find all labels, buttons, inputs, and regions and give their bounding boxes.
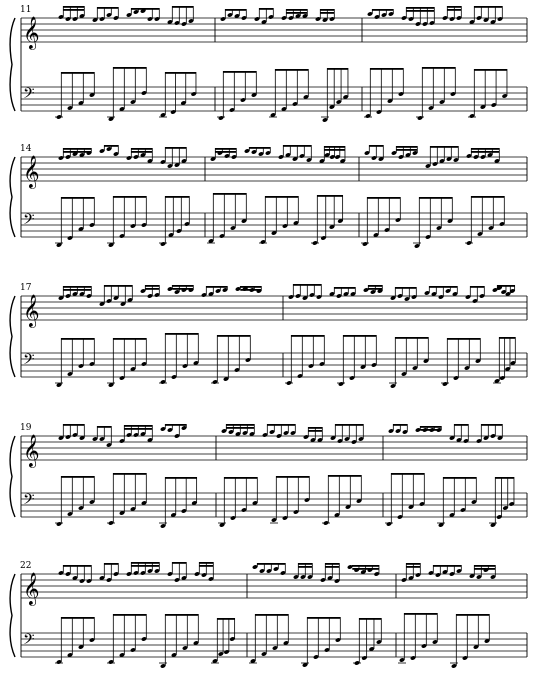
beam (63, 148, 91, 150)
note-group (58, 148, 92, 161)
measure-number: 17 (20, 283, 32, 293)
beam (474, 6, 502, 8)
note-group (107, 196, 147, 248)
beam (145, 285, 159, 287)
note-group (254, 8, 274, 25)
treble-staff (21, 155, 527, 189)
beam (165, 477, 196, 479)
treble-clef-icon: 𝄞 (23, 155, 40, 188)
note-group (390, 287, 417, 302)
beam (471, 151, 499, 153)
beam (275, 69, 308, 71)
beam (267, 424, 295, 426)
note-group (167, 285, 194, 295)
beam (217, 335, 250, 337)
beam (406, 563, 420, 565)
note-group (424, 286, 458, 300)
beam (474, 568, 495, 570)
beam (61, 476, 94, 478)
beam (215, 151, 236, 153)
beam (131, 8, 159, 10)
beam (226, 424, 254, 426)
beam (124, 425, 152, 427)
note-group (466, 148, 500, 164)
treble-staff (21, 294, 527, 328)
beam (420, 426, 441, 428)
beam (470, 286, 484, 288)
bass-clef-icon: 𝄢 (23, 85, 35, 106)
note-group (353, 618, 382, 666)
measure-number: 14 (20, 144, 32, 154)
beam (63, 151, 91, 153)
beam (499, 337, 515, 339)
beam (317, 195, 342, 197)
beam (298, 563, 312, 565)
beam (63, 424, 84, 426)
beam (286, 9, 307, 11)
note-group (363, 285, 383, 295)
note-group (441, 338, 481, 387)
beam (352, 565, 379, 567)
note-group (303, 427, 323, 443)
beam (61, 72, 94, 74)
beam (335, 424, 363, 426)
beam (308, 427, 322, 429)
beam (259, 8, 273, 10)
beam (395, 287, 416, 289)
note-group (259, 196, 299, 245)
bass-clef-icon: 𝄢 (23, 631, 35, 652)
note-group (194, 562, 214, 582)
note-group (58, 286, 92, 301)
note-group (220, 9, 247, 22)
note-group (311, 195, 343, 246)
beam (63, 565, 91, 567)
note-group (159, 477, 197, 529)
beam (165, 333, 198, 335)
beam (393, 424, 407, 426)
bass-staff (21, 491, 527, 517)
beam (217, 618, 234, 620)
note-group (469, 6, 503, 25)
note-group (167, 6, 194, 27)
beam (307, 617, 340, 619)
note-group (285, 335, 325, 386)
beam (199, 565, 213, 567)
note-group (288, 284, 322, 301)
beam (113, 196, 146, 198)
beam (368, 285, 382, 287)
beam (257, 563, 285, 565)
beam (104, 563, 118, 565)
note-group (160, 147, 187, 169)
note-group (55, 72, 95, 120)
beam (372, 9, 393, 11)
beam (240, 289, 261, 291)
beam (131, 562, 159, 564)
treble-clef-icon: 𝄞 (23, 434, 40, 467)
beam (471, 196, 504, 198)
beam (113, 614, 146, 616)
beam (369, 145, 383, 147)
beam (172, 285, 193, 287)
note-group (140, 285, 160, 299)
beam (433, 565, 461, 567)
beam (293, 284, 321, 286)
beam (391, 473, 424, 475)
note-group (58, 6, 85, 22)
beam (359, 618, 381, 620)
beam (320, 9, 334, 11)
note-group (244, 147, 271, 157)
brace-icon (10, 157, 15, 237)
beam (422, 67, 455, 69)
beam (367, 197, 400, 199)
beam (225, 9, 246, 11)
note-group (278, 145, 312, 163)
note-group (315, 9, 335, 23)
note-group (55, 338, 95, 388)
beam (172, 288, 193, 290)
note-group (119, 425, 153, 444)
beam (104, 285, 132, 287)
note-group (159, 614, 199, 669)
treble-staff (21, 572, 527, 606)
bass-staff (21, 631, 527, 657)
note-group (492, 285, 516, 297)
beam (419, 197, 452, 199)
note-group (217, 71, 257, 121)
note-group (319, 146, 346, 164)
beam (113, 67, 146, 69)
beam (276, 476, 309, 478)
beam (327, 68, 348, 70)
beam (343, 335, 376, 337)
beam (97, 7, 118, 9)
treble-clef-icon: 𝄞 (23, 572, 40, 605)
note-group (262, 424, 296, 439)
note-group (415, 426, 442, 433)
beam (471, 148, 499, 150)
beam (283, 145, 311, 147)
beam (324, 146, 345, 148)
beam (406, 566, 420, 568)
bass-clef-icon: 𝄢 (23, 351, 35, 372)
beam (395, 337, 428, 339)
beam (249, 147, 270, 149)
note-group (388, 424, 408, 435)
beam (406, 10, 434, 12)
note-group (167, 562, 187, 583)
beam (165, 72, 196, 74)
note-group (126, 8, 160, 22)
beam (286, 12, 307, 14)
beam (430, 146, 458, 148)
note-group (364, 145, 384, 162)
beam (165, 196, 189, 198)
note-group (126, 148, 153, 164)
system-4 (10, 423, 527, 529)
beam (291, 335, 324, 337)
beam (172, 6, 193, 8)
note-group (437, 477, 477, 528)
beam (63, 289, 91, 291)
beam (474, 69, 507, 71)
beam (63, 9, 84, 11)
note-group (207, 193, 247, 244)
beam (113, 473, 146, 475)
note-group (281, 9, 308, 21)
note-group (391, 146, 418, 160)
note-group (322, 475, 362, 526)
beam (61, 617, 94, 619)
beam (429, 286, 457, 288)
beam (325, 566, 339, 568)
note-group (320, 563, 340, 584)
beam (370, 68, 403, 70)
beam (404, 613, 437, 615)
beam (481, 424, 502, 426)
note-group (361, 197, 401, 247)
beam (474, 565, 495, 567)
note-group (55, 476, 95, 527)
beam (131, 151, 152, 153)
brace-icon (10, 436, 15, 517)
note-group (398, 613, 438, 663)
beam (61, 197, 94, 199)
note-group (270, 476, 310, 523)
note-group (301, 617, 341, 668)
beam (308, 430, 322, 432)
beam (63, 6, 84, 8)
note-group (321, 68, 349, 123)
beam (61, 338, 94, 340)
bass-staff (21, 351, 527, 377)
note-group (385, 473, 425, 527)
beam (497, 285, 514, 287)
note-group (55, 617, 95, 665)
system-5 (10, 561, 527, 669)
beam (420, 429, 441, 431)
note-group (489, 477, 515, 528)
bass-clef-icon: 𝄢 (23, 491, 35, 512)
beam (104, 145, 118, 147)
beam (447, 338, 480, 340)
beam (396, 149, 417, 151)
note-group (413, 197, 453, 249)
beam (224, 477, 257, 479)
measure-number: 22 (20, 561, 32, 571)
beam (325, 563, 339, 565)
beam (324, 149, 345, 151)
beam (131, 565, 159, 567)
measure-number: 11 (20, 5, 32, 15)
note-group (293, 563, 313, 580)
note-group (337, 335, 377, 387)
bass-clef-icon: 𝄢 (23, 211, 35, 232)
note-group (126, 562, 160, 577)
beam (165, 424, 186, 426)
beam (131, 148, 152, 150)
note-group (428, 565, 462, 578)
note-group (416, 67, 456, 121)
note-group (58, 424, 85, 441)
measure-number: 19 (20, 423, 32, 433)
note-group (92, 426, 112, 448)
beam (265, 196, 298, 198)
note-group (218, 477, 258, 528)
note-group (465, 286, 485, 304)
beam (226, 427, 254, 429)
bass-staff (21, 85, 527, 111)
beam (165, 614, 198, 616)
treble-clef-icon: 𝄞 (23, 294, 40, 327)
note-group (329, 287, 356, 299)
beam (240, 286, 261, 288)
note-group (107, 338, 147, 388)
beam (328, 475, 361, 477)
beam (97, 426, 111, 428)
note-group (469, 565, 496, 580)
beam (443, 477, 476, 479)
note-group (160, 424, 187, 439)
brace-icon (10, 296, 15, 377)
beam (113, 338, 146, 340)
beam (447, 9, 461, 11)
beam (334, 287, 355, 289)
note-group (465, 196, 505, 246)
beam (454, 424, 468, 426)
beam (447, 6, 461, 8)
note-group (442, 6, 462, 22)
beam (206, 286, 227, 288)
beam (63, 286, 91, 288)
beam (165, 147, 186, 149)
beam (320, 12, 334, 14)
system-1 (10, 5, 527, 123)
beam (172, 562, 186, 564)
beam (223, 71, 256, 73)
beam (145, 288, 159, 290)
beam (396, 146, 417, 148)
note-group (476, 424, 503, 444)
note-group (347, 564, 380, 576)
note-group (92, 7, 119, 23)
treble-clef-icon: 𝄞 (23, 16, 40, 49)
beam (199, 562, 213, 564)
beam (255, 614, 288, 616)
beam (406, 7, 434, 9)
beam (456, 614, 489, 616)
note-group (55, 197, 95, 248)
note-group (107, 67, 147, 122)
note-group (449, 424, 469, 444)
note-group (159, 196, 190, 247)
brace-icon (10, 574, 15, 657)
note-group (330, 424, 364, 445)
note-group (235, 286, 262, 294)
note-group (221, 424, 255, 437)
beam (124, 428, 152, 430)
beam (495, 477, 514, 479)
system-3 (10, 283, 527, 389)
beam (215, 148, 236, 150)
note-group (210, 148, 237, 162)
beam (368, 288, 382, 290)
system-2 (10, 144, 527, 249)
treble-staff (21, 16, 527, 50)
note-group (450, 614, 490, 669)
beam (213, 193, 246, 195)
beam (352, 568, 379, 570)
brace-icon (10, 18, 15, 111)
note-group (99, 145, 119, 157)
beam (298, 566, 312, 568)
note-group (389, 337, 429, 389)
